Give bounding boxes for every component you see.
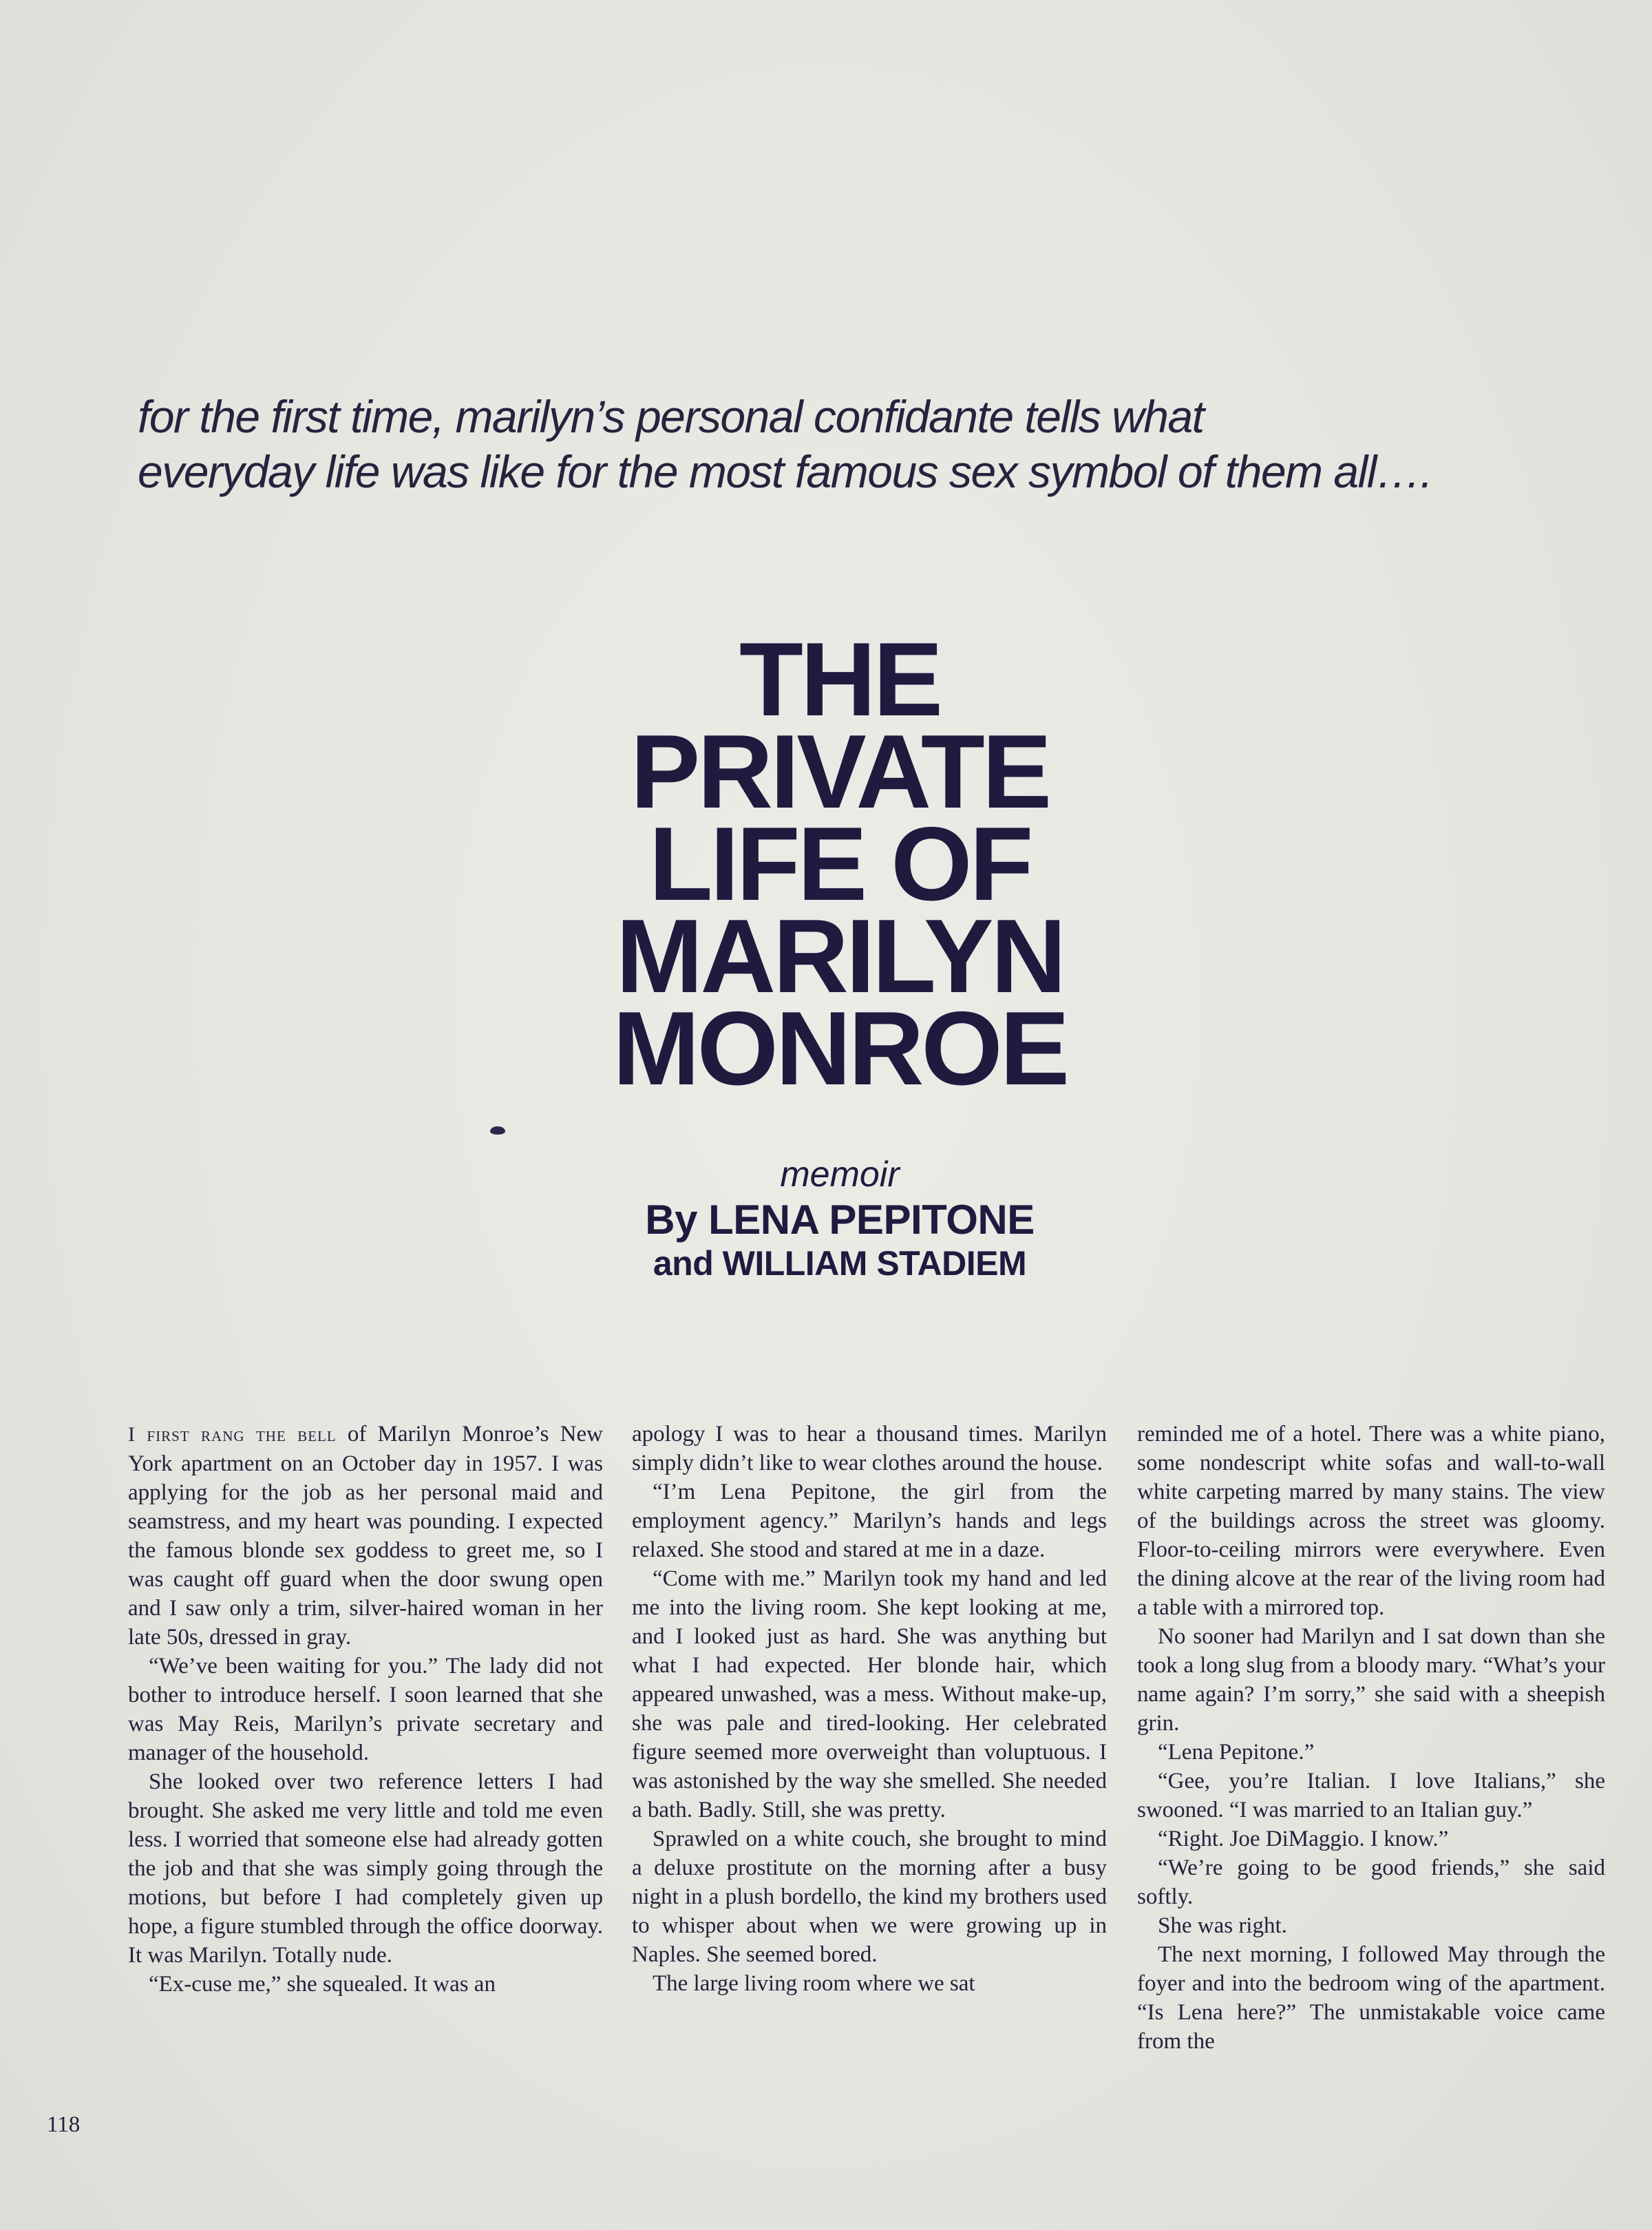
paragraph: “We’re going to be good friends,” she said softly.: [1137, 1855, 1605, 1909]
body-column-3: [1137, 1420, 1605, 2056]
paragraph: [128, 1420, 603, 1652]
lead-in: I first rang the bell: [128, 1423, 337, 1446]
author-line-1: By LENA PEPITONE: [645, 1197, 1035, 1243]
title-line-4: MARILYN: [615, 898, 1064, 1015]
deck-line-1: for the first time, marilyn’s personal confidante tells what: [138, 391, 1204, 442]
genre-label: memoir: [780, 1155, 900, 1195]
author-line-2: and WILLIAM STADIEM: [653, 1244, 1027, 1283]
paragraph: She was right.: [1158, 1913, 1287, 1938]
deck-line-2: everyday life was like for the most famous sex symbol of them all….: [138, 446, 1432, 497]
paragraph: The large living room where we sat: [653, 1971, 975, 1996]
paragraph: “Gee, you’re Italian. I love Italians,” she swooned. “I was married to an Italian guy.”: [1137, 1769, 1605, 1822]
title-line-3: LIFE OF: [648, 806, 1031, 923]
paragraph: reminded me of a hotel. There was a white piano, some nondescript white sofas and wall-to-wall white carpeting marred by many stains. The view of the buildings across the street was gloomy. Floor-to-ceiling mirrors were everywhere. Even the dining alcove at the rear of the living room had a table with a mirrored top.: [1137, 1422, 1605, 1620]
paragraph: “Lena Pepitone.”: [1158, 1740, 1315, 1765]
deck-subheadline: [138, 389, 1638, 499]
article-title: [523, 621, 1156, 1107]
paragraph-text: of Marilyn Monroe’s New York apartment on an October day in 1957. I was applying for the job as her personal maid and seamstress, and my heart was pounding. I expected the famous blonde sex goddess to greet me, so I was caught off guard when the door swung open and I saw only a trim, silver-haired woman in her late 50s, dressed in gray.: [128, 1422, 603, 1650]
print-speck: [490, 1126, 505, 1135]
paragraph: She looked over two reference letters I had brought. She asked me very little and told me even less. I worried that someone else had already gotten the job and that she was simply going through the motions, but before I had completely given up hope, a figure stumbled through the office doorway. It was Marilyn. Totally nude.: [128, 1769, 603, 1968]
byline: [523, 1153, 1156, 1283]
title-line-1: THE: [739, 621, 940, 738]
title-line-2: PRIVATE: [630, 713, 1050, 830]
paragraph: “I’m Lena Pepitone, the girl from the employment agency.” Marilyn’s hands and legs relaxed. She stood and stared at me in a daze.: [632, 1480, 1107, 1562]
paragraph: “Ex-cuse me,” she squealed. It was an: [149, 1972, 496, 1997]
paragraph: “Right. Joe DiMaggio. I know.”: [1158, 1827, 1449, 1851]
title-line-5: MONROE: [613, 990, 1067, 1107]
paragraph: apology I was to hear a thousand times. Marilyn simply didn’t like to wear clothes around the house.: [632, 1422, 1107, 1475]
paragraph: No sooner had Marilyn and I sat down than she took a long slug from a bloody mary. “What’s your name again? I’m sorry,” she said with a sheepish grin.: [1137, 1624, 1605, 1736]
body-column-2: [632, 1420, 1107, 1998]
paragraph: “Come with me.” Marilyn took my hand and led me into the living room. She kept looking at me, and I looked just as hard. She was anything but what I had expected. Her blonde hair, which appeared unwashed, was a mess. Without make-up, she was pale and tired-looking. Her celebrated figure seemed more overweight than voluptuous. I was astonished by the way she smelled. She needed a bath. Badly. Still, she was pretty.: [632, 1566, 1107, 1822]
body-column-1: [128, 1420, 603, 1999]
paragraph: Sprawled on a white couch, she brought to mind a deluxe prostitute on the morning after a busy night in a plush bordello, the kind my brothers used to whisper about when we were growing up in Naples. She seemed bored.: [632, 1827, 1107, 1967]
page-number: 118: [47, 2112, 81, 2137]
paragraph: “We’ve been waiting for you.” The lady did not bother to introduce herself. I soon learned that she was May Reis, Marilyn’s private secretary and manager of the household.: [128, 1654, 603, 1765]
paragraph: The next morning, I followed May through the foyer and into the bedroom wing of the apartment. “Is Lena here?” The unmistakable voice came from the: [1137, 1942, 1605, 2054]
